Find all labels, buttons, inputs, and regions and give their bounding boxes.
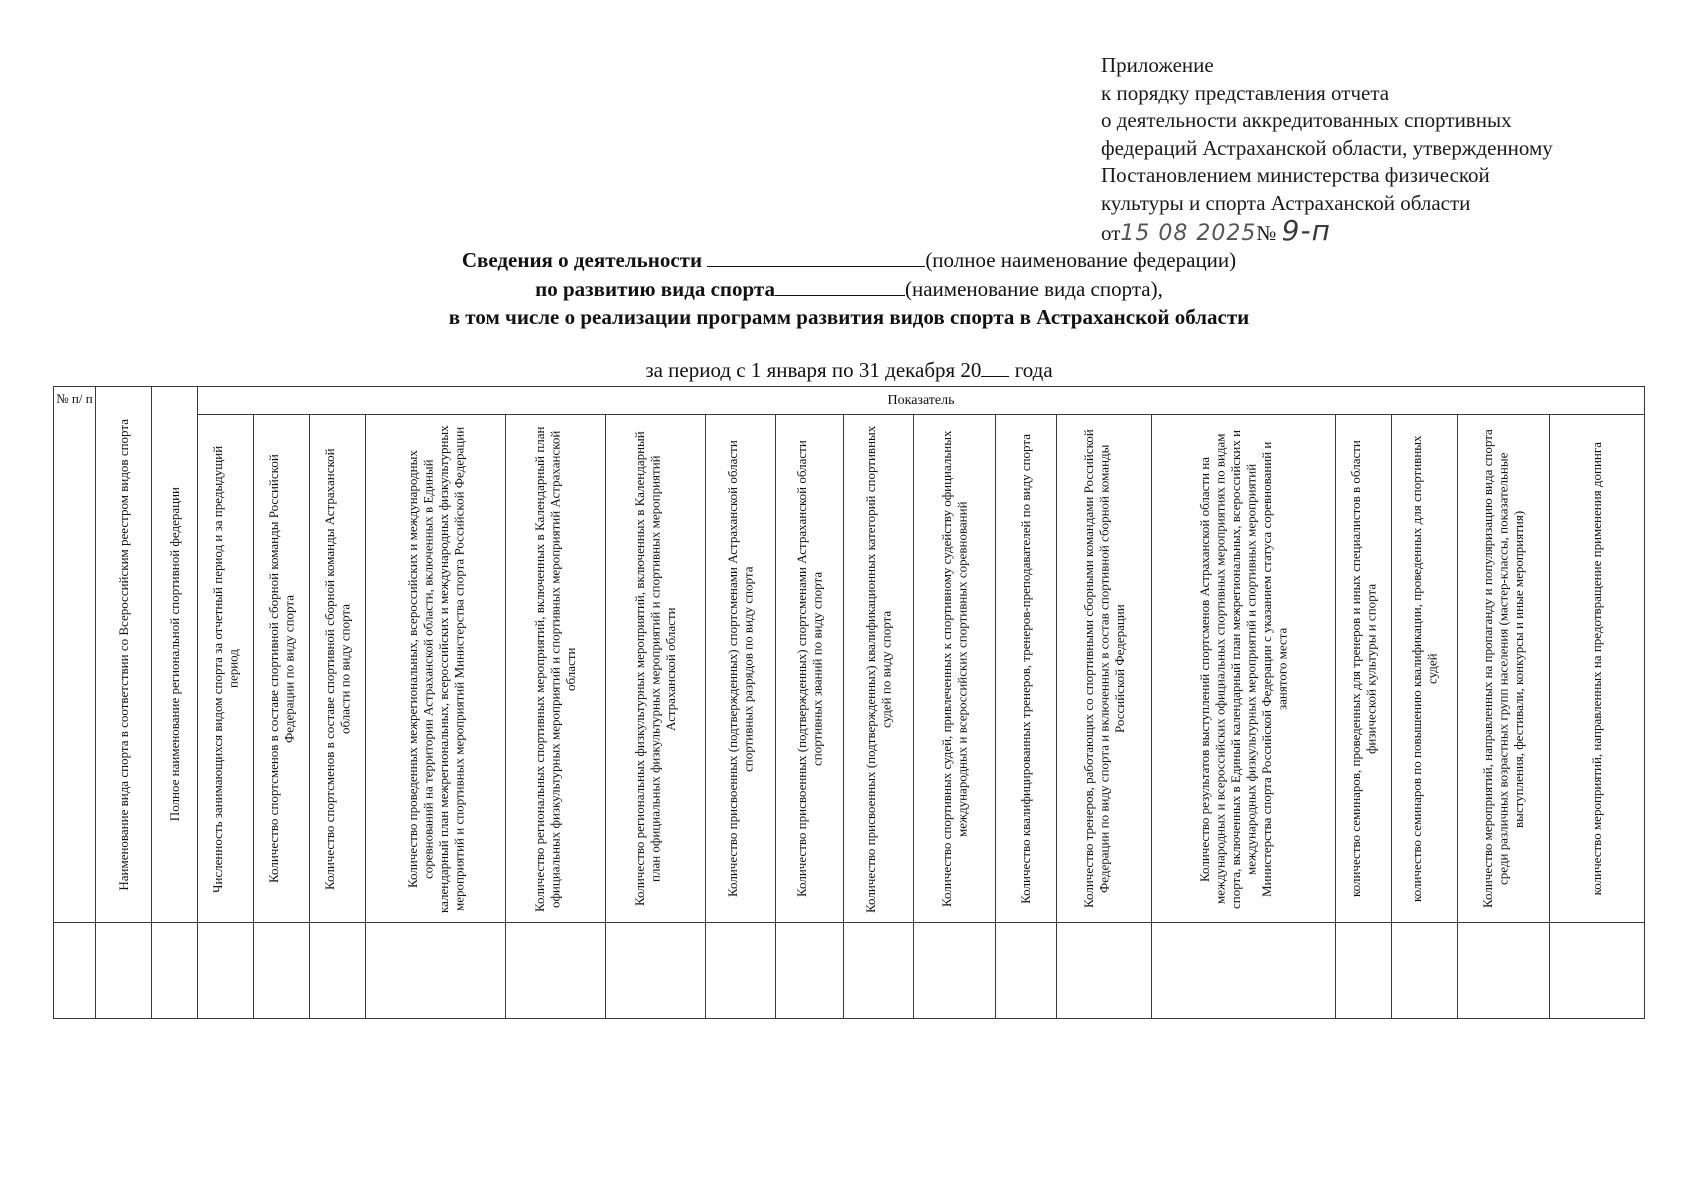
table-cell[interactable] xyxy=(1152,923,1336,1019)
appendix-line: Постановлением министерства физической xyxy=(1101,163,1490,187)
table-cell[interactable] xyxy=(152,923,198,1019)
indicator-header-text: Количество спортивных судей, привлеченных к спортивному судейству официальных международных и всероссийских спортивных соревнований xyxy=(939,430,970,907)
sport-name-header-text: Наименование вида спорта в соответствии со Всероссийским реестром видов спорта xyxy=(115,418,131,891)
indicator-header-text: Количество спортсменов в составе спортивной сборной команды Российской Федерации по виду спорта xyxy=(266,454,297,883)
indicator-header-text: количество семинаров, проведенных для тренеров и иных специалистов в области физической культуры и спорта xyxy=(1348,440,1379,897)
sport-name-blank xyxy=(775,277,905,296)
federation-name-blank xyxy=(707,248,925,267)
title-line-3: в том числе о реализации программ развития видов спорта в Астраханской области xyxy=(448,305,1250,329)
indicator-header xyxy=(310,415,366,923)
table-cell[interactable] xyxy=(1392,923,1458,1019)
appendix-block xyxy=(1101,52,1661,248)
indicator-header-text: количество семинаров по повышению квалификации, проведенных для спортивных судей xyxy=(1409,435,1440,902)
federation-name-header xyxy=(152,387,198,923)
federation-name-header-text: Полное наименование региональной спортивной федерации xyxy=(166,487,182,822)
appendix-line: федераций Астраханской области, утвержденному xyxy=(1101,135,1553,160)
indicator-header-text: Количество присвоенных (подтвержденных) спортсменами Астраханской области спортивных званий по виду спорта xyxy=(794,440,825,897)
handwritten-number: 9-п xyxy=(1281,214,1331,247)
indicator-header xyxy=(198,415,254,923)
year-blank xyxy=(981,358,1009,377)
table-cell[interactable] xyxy=(706,923,776,1019)
indicator-header xyxy=(606,415,706,923)
period-suffix: года xyxy=(1014,358,1053,382)
indicator-header-text: Количество мероприятий, направленных на пропаганду и популяризацию вида спорта среди различных возрастных групп населения (мастер-классы, показательные выступления, фестивали, конкурсы и иные мероприятия) xyxy=(1480,429,1527,908)
report-table xyxy=(53,386,1645,1019)
indicator-header xyxy=(366,415,506,923)
table-cell[interactable] xyxy=(96,923,152,1019)
table-cell[interactable] xyxy=(506,923,606,1019)
title-line-2 xyxy=(0,275,1698,304)
table-cell[interactable] xyxy=(1458,923,1550,1019)
table-cell[interactable] xyxy=(996,923,1057,1019)
table-cell[interactable] xyxy=(1336,923,1392,1019)
table-cell[interactable] xyxy=(1550,923,1645,1019)
appendix-date-line xyxy=(1101,214,1661,248)
indicator-header xyxy=(706,415,776,923)
table-cell[interactable] xyxy=(776,923,844,1019)
indicator-header xyxy=(254,415,310,923)
table-cell[interactable] xyxy=(310,923,366,1019)
indicator-header xyxy=(1152,415,1336,923)
table-cell[interactable] xyxy=(914,923,996,1019)
indicator-header-text: Количество присвоенных (подтвержденных) спортсменами Астраханской области спортивных разрядов по виду спорта xyxy=(725,440,756,897)
table-data-row xyxy=(54,923,1645,1019)
indicator-header-text: Количество тренеров, работающих со спортивными сборными командами Российской Федерации по виду спорта и включенных в состав спортивной сборной команды Российской Федерации xyxy=(1080,429,1127,908)
reporting-period xyxy=(0,358,1698,383)
federation-name-note: (полное наименование федерации) xyxy=(925,248,1237,272)
indicator-header-text: Количество спортсменов в составе спортивной сборной команды Астраханской области по виду спорта xyxy=(322,447,353,890)
sport-name-header xyxy=(96,387,152,923)
row-number-header: № п/ п xyxy=(54,387,96,923)
table-cell[interactable] xyxy=(844,923,914,1019)
period-text: за период с 1 января по 31 декабря 20 xyxy=(645,358,982,382)
indicator-header-text: Количество присвоенных (подтвержденных) квалификационных категорий спортивных судей по виду спорта xyxy=(863,424,894,913)
indicator-header-text: Численность занимающихся видом спорта за отчетный период и за предыдущий период xyxy=(210,444,241,893)
appendix-line: о деятельности аккредитованных спортивных xyxy=(1101,108,1512,132)
table-header-row xyxy=(54,415,1645,923)
indicator-header xyxy=(844,415,914,923)
indicator-header xyxy=(1550,415,1645,923)
appendix-line: культуры и спорта Астраханской области xyxy=(1101,190,1471,215)
indicator-header xyxy=(776,415,844,923)
indicator-group-header: Показатель xyxy=(198,387,1645,415)
indicator-header-text: Количество региональных спортивных мероприятий, включенных в Календарный план официальных физкультурных мероприятий и спортивных мероприятий Астраханской области xyxy=(532,425,579,912)
indicator-header xyxy=(1392,415,1458,923)
table-cell[interactable] xyxy=(254,923,310,1019)
indicator-header xyxy=(1458,415,1550,923)
handwritten-date: 15 08 2025 xyxy=(1120,221,1257,246)
table-cell[interactable] xyxy=(606,923,706,1019)
title-line-1 xyxy=(0,246,1698,275)
indicator-header-text: Количество региональных физкультурных мероприятий, включенных в Календарный план официальных физкультурных мероприятий и спортивных мероприятий Астраханской области xyxy=(632,431,679,906)
indicator-header-text: Количество проведенных межрегиональных, всероссийских и международных соревнований на территории Астраханской области, включенных в Единый календарный план межрегиональных, всероссийских и международных физкультурных мероприятий и спортивных мероприятий Министерства спорта Российской Федерации xyxy=(404,424,466,913)
document-title xyxy=(0,246,1698,332)
indicator-header xyxy=(996,415,1057,923)
title-heading: Сведения о деятельности xyxy=(461,248,703,272)
indicator-header-text: Количество результатов выступлений спортсменов Астраханской области на международных и всероссийских официальных спортивных мероприятиях по видам спорта, включенных в Единый календарный план межрегиональных, всероссийских и международных физкультурных мероприятий и спортивных мероприятий Министерства спорта Российской Федерации с указанием статуса соревнований и занятого места xyxy=(1197,428,1290,909)
appendix-line: Приложение xyxy=(1101,53,1214,77)
table-group-header-row xyxy=(54,387,1645,415)
appendix-line: к порядку представления отчета xyxy=(1101,80,1390,105)
table-cell[interactable] xyxy=(54,923,96,1019)
date-prefix: от xyxy=(1101,221,1121,245)
table-cell[interactable] xyxy=(1057,923,1152,1019)
sport-name-note: (наименование вида спорта), xyxy=(905,276,1163,301)
indicator-header-text: Количество квалифицированных тренеров, тренеров-преподавателей по виду спорта xyxy=(1018,433,1034,904)
number-sign: № xyxy=(1256,221,1277,245)
indicator-header xyxy=(506,415,606,923)
indicator-header xyxy=(914,415,996,923)
indicator-header xyxy=(1057,415,1152,923)
indicator-header xyxy=(1336,415,1392,923)
table-cell[interactable] xyxy=(366,923,506,1019)
title-sport-heading: по развитию вида спорта xyxy=(535,276,775,301)
indicator-header-text: количество мероприятий, направленных на предотвращение применения допинга xyxy=(1589,441,1605,896)
table-cell[interactable] xyxy=(198,923,254,1019)
